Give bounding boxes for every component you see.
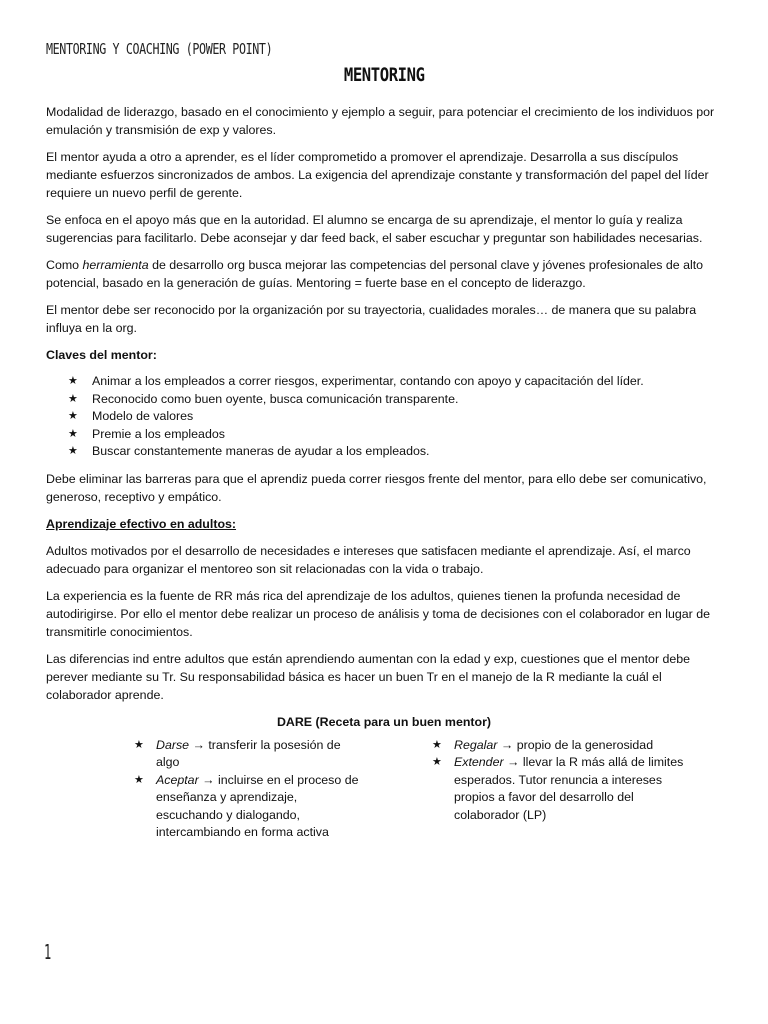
paragraph: Las diferencias ind entre adultos que están aprendiendo aumentan con la edad y exp, cuestiones que el mentor debe perever mediante su Tr. Su responsabilidad básica es hacer un buen Tr en el manejo de la R mediante la cuál el colaborador aprende. — [46, 651, 691, 702]
arrow-icon: → — [198, 772, 215, 787]
dare-right-list — [384, 737, 722, 825]
dare-definition: incluirse en el proceso de enseñanza y aprendizaje, escuchando y dialogando, intercambiando en forma activa — [156, 772, 359, 839]
claves-heading: Claves del mentor: — [46, 348, 157, 362]
star-icon: ★ — [134, 738, 144, 751]
dare-term: Aceptar — [156, 772, 199, 787]
dare-title: DARE (Receta para un buen mentor) — [276, 714, 492, 729]
dare-term: Extender — [454, 755, 504, 769]
star-icon: ★ — [68, 410, 78, 422]
text-run: Como — [46, 258, 83, 272]
list-item-text: Buscar constantemente maneras de ayudar a los empleados. — [92, 444, 430, 458]
paragraph: El mentor ayuda a otro a aprender, es el líder comprometido a promover el aprendizaje. Desarrolla a sus discípulos mediante esfuerzos sincronizados de ambos. La exigencia del aprendizaje constante y transformación del papel del líder requiere un nuevo perfil de gerente. — [46, 150, 709, 200]
page-title-text: MENTORING — [343, 64, 425, 86]
dare-definition: transferir la posesión de algo — [156, 737, 341, 769]
dare-definition: propio de la generosidad — [513, 737, 654, 752]
star-icon: ★ — [68, 375, 78, 387]
paragraph: El mentor debe ser reconocido por la organización por su trayectoria, cualidades morales… de manera que su palabra influya en la org. — [46, 303, 697, 335]
star-icon: ★ — [432, 738, 442, 751]
paragraph: Debe eliminar las barreras para que el aprendiz pueda correr riesgos frente del mentor, para ello debe ser comunicativo, generoso, receptivo y empático. — [46, 471, 707, 504]
star-icon: ★ — [432, 756, 442, 768]
dare-term: Darse — [156, 737, 190, 752]
dare-left-list — [46, 737, 384, 842]
list-item — [46, 772, 384, 842]
claves-list — [46, 373, 722, 461]
page-title — [0, 64, 768, 86]
dare-definition: llevar la R más allá de limites esperados. Tutor renuncia a intereses propios a favor del desarrollo del colaborador (LP) — [454, 755, 684, 822]
paragraph: Se enfoca en el apoyo más que en la autoridad. El alumno se encarga de su aprendizaje, el mentor lo guía y realiza sugerencias para facilitarlo. Debe aconsejar y dar feed back, el saber escuchar y preguntar son habilidades necesarias. — [46, 213, 703, 245]
star-icon: ★ — [68, 427, 78, 440]
star-icon: ★ — [134, 773, 144, 786]
dare-left-column — [46, 737, 384, 851]
list-item — [46, 373, 722, 391]
dare-right-column — [384, 737, 722, 851]
list-item — [46, 408, 722, 426]
italic-term: herramienta — [82, 258, 149, 272]
list-item — [46, 426, 722, 444]
list-item-text: Modelo de valores — [92, 409, 194, 423]
page-number: 1 — [44, 940, 51, 964]
arrow-icon: → — [189, 737, 205, 752]
dare-columns — [46, 737, 722, 851]
list-item-text: Premie a los empleados — [92, 426, 225, 441]
paragraph — [46, 256, 722, 292]
list-item — [384, 737, 722, 755]
list-item — [46, 737, 384, 772]
list-item — [46, 391, 722, 409]
arrow-icon: → — [503, 755, 520, 769]
paragraph: La experiencia es la fuente de RR más rica del aprendizaje de los adultos, quienes tienen la profunda necesidad de autodirigirse. Por ello el mentor debe realizar un proceso de análisis y toma de decisiones con el colaborador en lugar de transmitirle conocimientos. — [46, 588, 710, 639]
list-item — [46, 443, 722, 461]
paragraph: Modalidad de liderazgo, basado en el conocimiento y ejemplo a seguir, para potenciar el crecimiento de los individuos por emulación y transmisión de exp y valores. — [46, 105, 715, 137]
star-icon: ★ — [68, 445, 78, 457]
paragraph: Adultos motivados por el desarrollo de necesidades e intereses que satisfacen mediante el aprendizaje. Así, el marco adecuado para organizar el mentoreo son sit relacionadas con la vida o trabajo. — [46, 543, 691, 576]
dare-term: Regalar — [454, 737, 498, 752]
document-header: MENTORING Y COACHING (POWER POINT) — [46, 40, 273, 58]
text-run: de desarrollo org busca mejorar las competencias del personal clave y jóvenes profesionales de alto potencial, basado en la generación de guías. Mentoring = fuerte base en el concepto de liderazgo. — [46, 258, 704, 290]
list-item-text: Reconocido como buen oyente, busca comunicación transparente. — [92, 391, 459, 406]
adultos-heading: Aprendizaje efectivo en adultos: — [46, 516, 237, 531]
arrow-icon: → — [497, 737, 514, 752]
star-icon: ★ — [68, 392, 78, 405]
list-item — [384, 754, 722, 824]
document-body — [46, 103, 722, 851]
list-item-text: Animar a los empleados a correr riesgos, experimentar, contando con apoyo y capacitación del líder. — [92, 374, 644, 388]
